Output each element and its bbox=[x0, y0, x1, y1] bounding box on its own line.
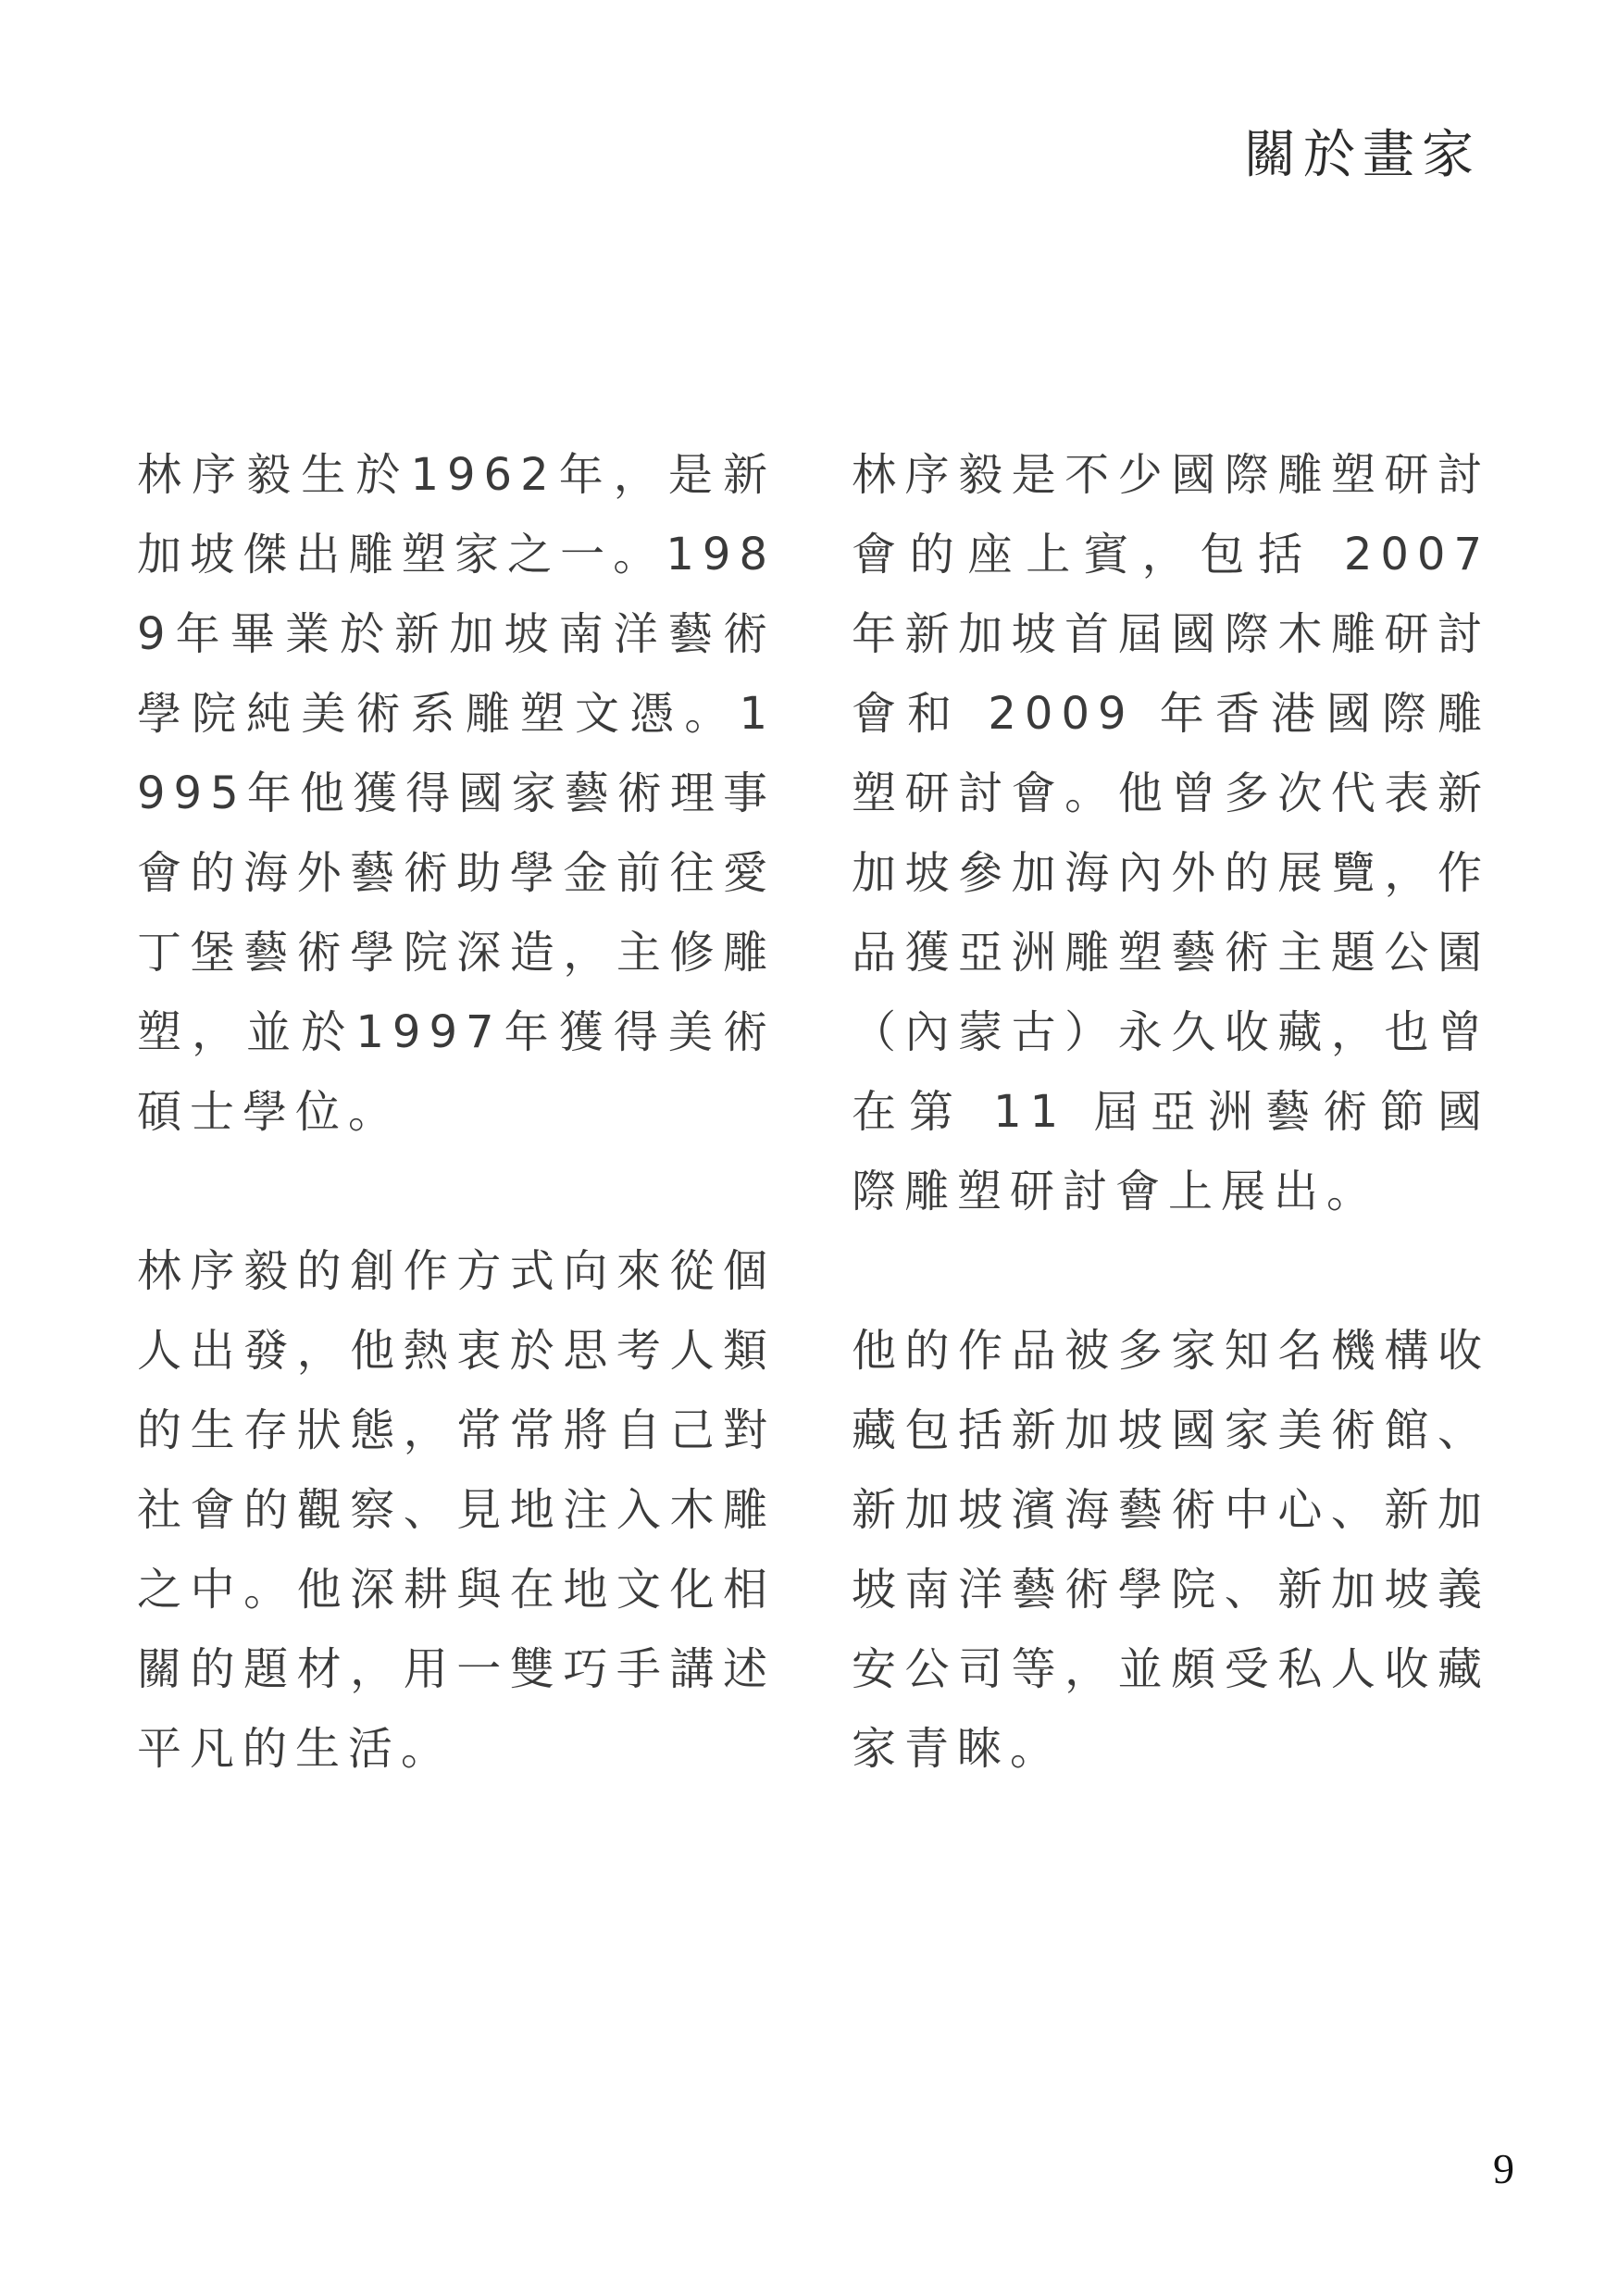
exhibitions-paragraph: 林序毅是不少國際雕塑研討會的座上賓，包括 2007 年新加坡首屆國際木雕研討會和 2009 年香港國際雕塑研討會。他曾多次代表新加坡參加海內外的展覽，作品獲亞洲雕塑藝術主題公園（內蒙古）永久收藏，也曾在第 11 屆亞洲藝術節國際雕塑研討會上展出。 bbox=[852, 449, 1490, 1217]
left-column bbox=[137, 435, 776, 1868]
artistic-approach-paragraph: 林序毅的創作方式向來從個人出發，他熱衷於思考人類的生存狀態，常常將自己對社會的觀察、見地注入木雕之中。他深耕與在地文化相關的題材，用一雙巧手講述平凡的生活。 bbox=[137, 1245, 776, 1775]
page-title: 關於畫家 bbox=[1244, 125, 1481, 185]
biography-paragraph: 林序毅生於1962年，是新加坡傑出雕塑家之一。1989年畢業於新加坡南洋藝術學院純美術系雕塑文憑。1995年他獲得國家藝術理事會的海外藝術助學金前往愛丁堡藝術學院深造，主修雕塑，並於1997年獲得美術碩士學位。 bbox=[137, 449, 776, 1138]
page-number: 9 bbox=[1493, 2145, 1514, 2192]
right-column bbox=[852, 435, 1490, 1868]
collections-paragraph: 他的作品被多家知名機構收藏包括新加坡國家美術館、新加坡濱海藝術中心、新加坡南洋藝術學院、新加坡義安公司等，並頗受私人收藏家青睞。 bbox=[852, 1325, 1490, 1775]
